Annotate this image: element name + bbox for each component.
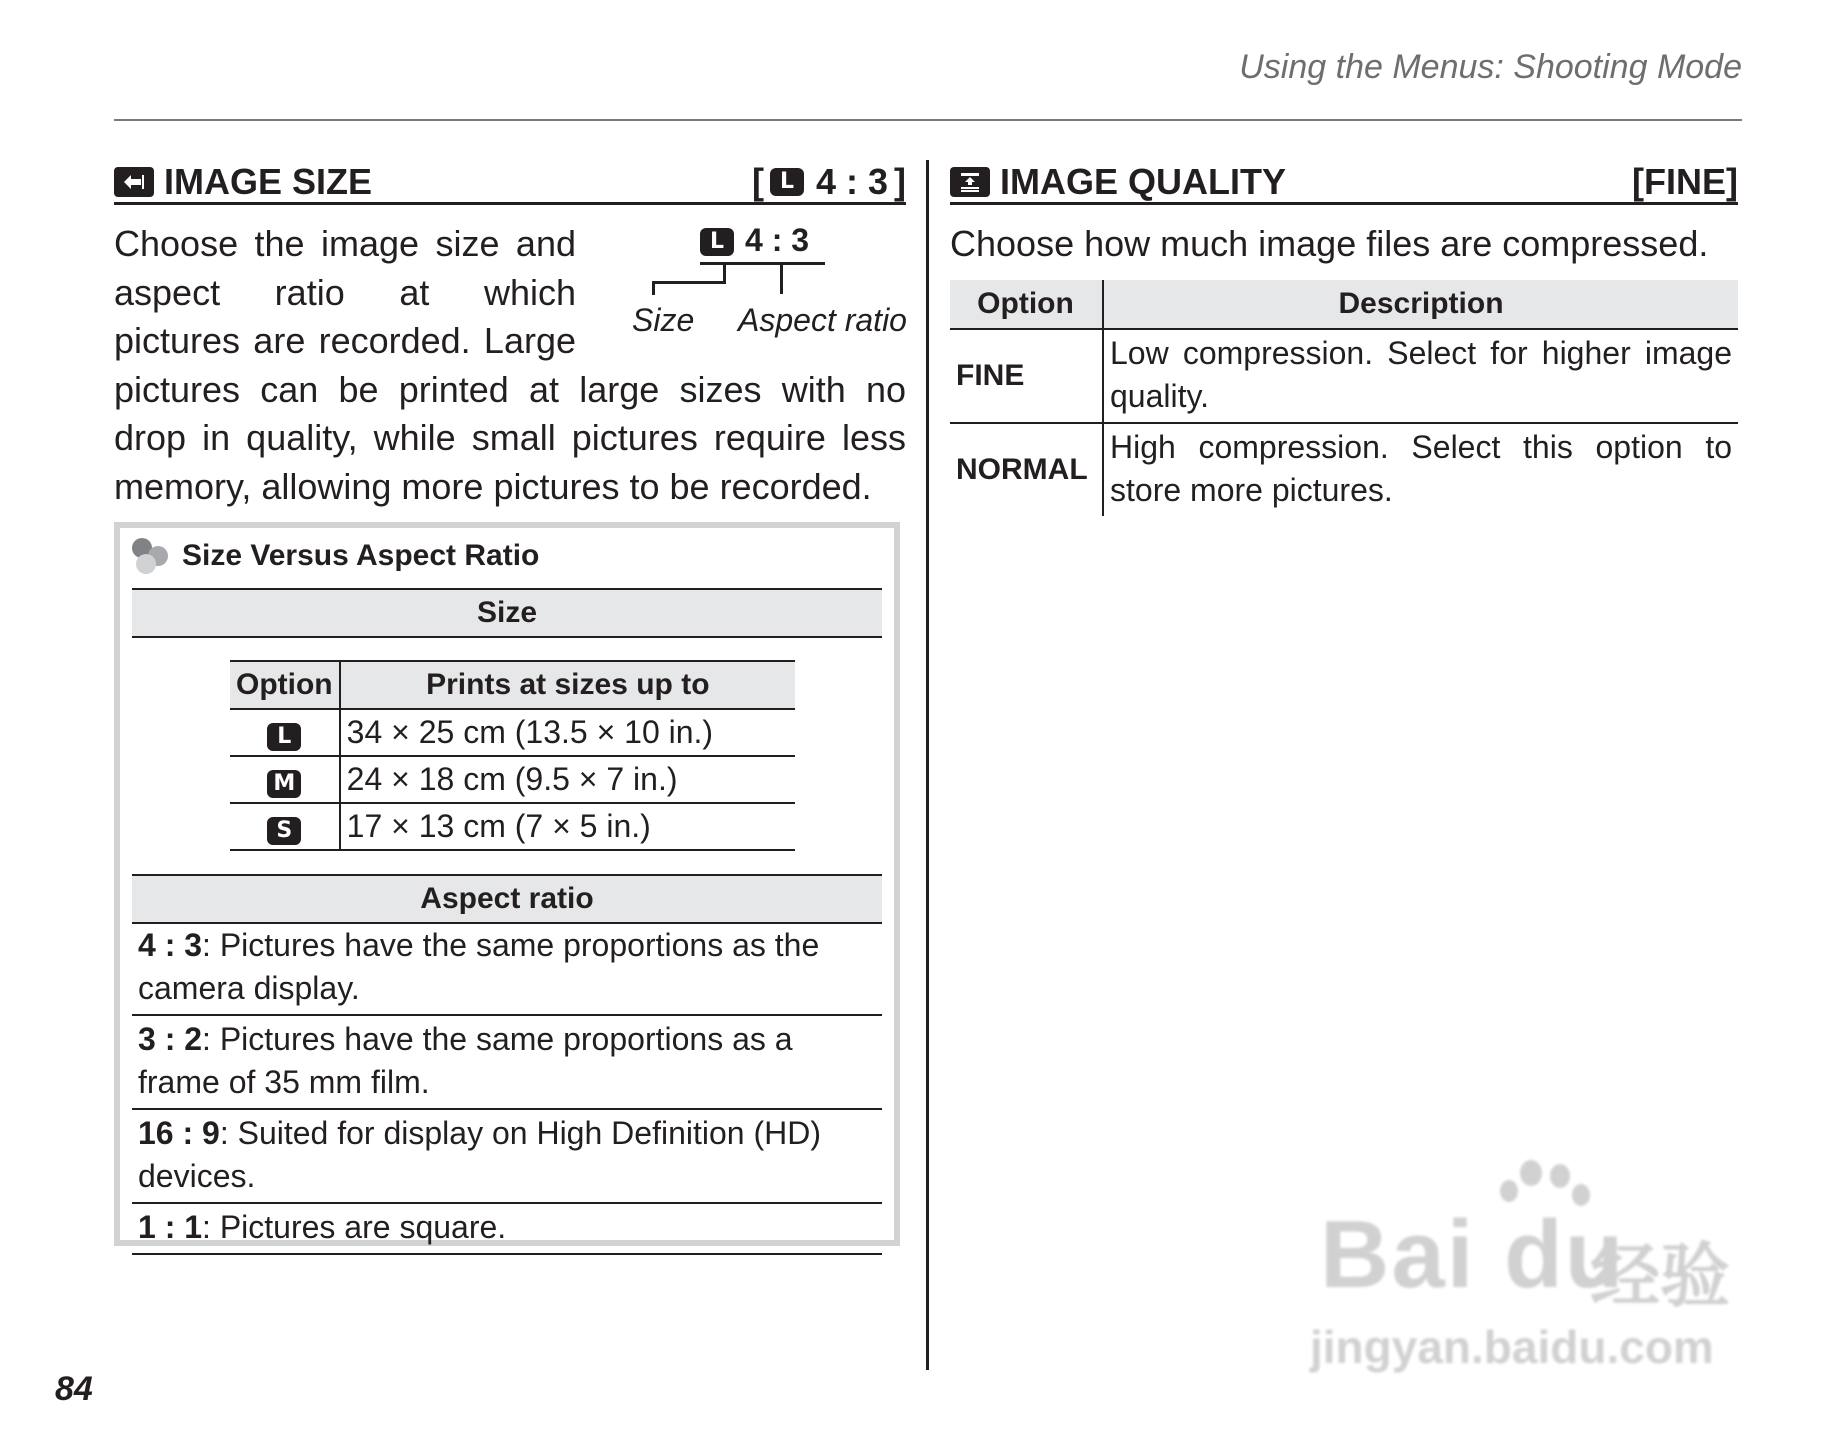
aspect-ratio-value: 16 : 9: [138, 1115, 220, 1151]
list-item: [132, 1016, 882, 1110]
image-size-menu-icon: [114, 167, 154, 197]
box-title: [132, 536, 539, 576]
list-item: [132, 1110, 882, 1204]
column-divider: [926, 160, 929, 1370]
diagram-ratio: 4 : 3: [745, 222, 810, 258]
page-number: 84: [55, 1370, 93, 1408]
size-col-prints: Prints at sizes up to: [340, 661, 795, 709]
header-rule: [114, 119, 1742, 121]
diagram-aspect-leader: [780, 262, 783, 294]
quality-col-option: Option: [950, 280, 1103, 329]
size-value-cell: 17 × 13 cm (7 × 5 in.): [340, 803, 795, 850]
diagram-size-label: Size: [632, 302, 695, 338]
aspect-ratio-desc: : Pictures have the same proportions as a frame of 35 mm film.: [138, 1021, 793, 1100]
default-open-bracket: [: [751, 161, 764, 202]
watermark-cn: 经验: [1590, 1237, 1730, 1315]
image-size-title: IMAGE SIZE: [164, 161, 373, 202]
table-row: [230, 709, 795, 756]
diagram-underline: [700, 262, 825, 265]
size-table: [230, 660, 795, 851]
size-col-option: Option: [230, 661, 340, 709]
table-row: [950, 329, 1738, 423]
aspect-ratio-desc: : Suited for display on High Definition (HD) devices.: [138, 1115, 821, 1194]
aspect-ratio-value: 4 : 3: [138, 927, 203, 963]
size-vs-aspect-box: [114, 522, 900, 1246]
image-quality-menu-icon: [950, 167, 990, 197]
size-option-cell: [230, 709, 340, 756]
box-title-text: Size Versus Aspect Ratio: [182, 539, 540, 572]
aspect-ratio-value: 3 : 2: [138, 1021, 203, 1057]
aspect-ratio-desc: : Pictures have the same proportions as the camera display.: [138, 927, 820, 1006]
aspect-list: [132, 922, 882, 1255]
aspect-ratio-value: 1 : 1: [138, 1209, 203, 1245]
default-ratio: 4 : 3: [815, 161, 888, 202]
size-value-cell: 24 × 18 cm (9.5 × 7 in.): [340, 756, 795, 803]
table-row: [230, 803, 795, 850]
quality-description-cell: Low compression. Select for higher image quality.: [1103, 329, 1738, 423]
size-m-icon: M: [267, 770, 301, 798]
table-row: [230, 756, 795, 803]
watermark-url: jingyan.baidu.com: [1310, 1321, 1714, 1373]
quality-table-header: [950, 280, 1738, 329]
diagram-size-leader-h: [652, 281, 726, 284]
size-option-cell: [230, 803, 340, 850]
default-close-bracket: ]: [894, 161, 906, 202]
aspect-ratio-desc: : Pictures are square.: [202, 1209, 507, 1245]
list-item: [132, 1204, 882, 1255]
size-l-icon: L: [267, 723, 301, 751]
size-value-cell: 34 × 25 cm (13.5 × 10 in.): [340, 709, 795, 756]
diagram-aspect-label: Aspect ratio: [738, 302, 907, 338]
image-size-heading: [114, 158, 906, 205]
size-l-badge: L: [770, 168, 804, 196]
diagram-size-badge: L: [700, 228, 734, 256]
size-option-cell: [230, 756, 340, 803]
baidu-watermark: [1300, 1160, 1760, 1380]
table-row: [950, 423, 1738, 516]
size-s-icon: S: [267, 817, 301, 845]
image-quality-default: [FINE]: [1632, 161, 1738, 202]
image-quality-title: IMAGE QUALITY: [1000, 161, 1286, 202]
running-head: Using the Menus: Shooting Mode: [1239, 48, 1742, 86]
diagram-size-leader-v: [652, 281, 655, 295]
size-band: Size: [132, 588, 882, 638]
quality-description-cell: High compression. Select this option to store more pictures.: [1110, 429, 1732, 508]
image-size-intro-text: Choose the image size and aspect ratio at which pictures are recorded. Large pictures can be printed at large sizes with no drop in quality, while small pictures require less memory, allowing more pictures to be recorded.: [114, 223, 906, 507]
image-size-default: [752, 162, 906, 202]
quality-table: [950, 280, 1738, 516]
quality-option-cell: NORMAL: [950, 423, 1103, 516]
size-table-header: [230, 661, 795, 709]
hint-icon: [132, 536, 172, 576]
aspect-band: Aspect ratio: [132, 874, 882, 924]
quality-option-cell: FINE: [950, 329, 1103, 423]
size-ratio-diagram: [620, 222, 920, 352]
watermark-brand: Bai du: [1320, 1201, 1626, 1308]
image-quality-intro: Choose how much image files are compressed.: [950, 223, 1709, 264]
list-item: [132, 922, 882, 1016]
quality-col-description: Description: [1103, 280, 1738, 329]
image-quality-heading: [950, 158, 1738, 205]
